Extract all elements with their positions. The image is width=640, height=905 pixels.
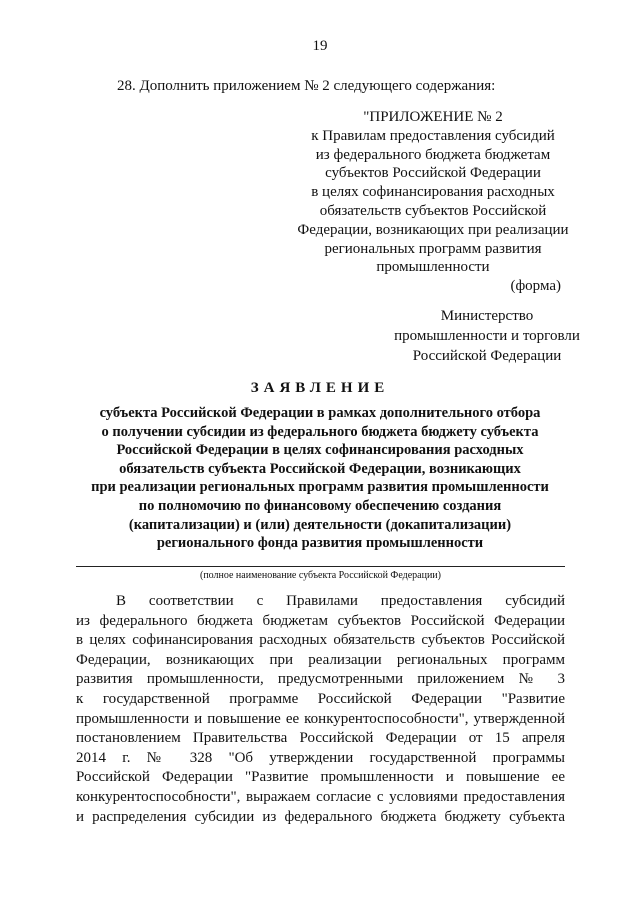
appendix-line: субъектов Российской Федерации bbox=[325, 165, 541, 182]
body-line: развития промышленности, предусмотренными приложением № 3 bbox=[76, 671, 565, 688]
appendix-line: Федерации, возникающих при реализации bbox=[297, 221, 569, 238]
appendix-line: в целях софинансирования расходных bbox=[311, 184, 555, 201]
appendix-line: из федерального бюджета бюджетам bbox=[315, 146, 551, 163]
addressee-line: промышленности и торговли bbox=[394, 328, 580, 344]
body-line: В соответствии с Правилами предоставления субсидий bbox=[116, 593, 565, 609]
subject-name-caption: (полное наименование субъекта Российской Федерации) bbox=[199, 570, 441, 581]
document-subtitle bbox=[60, 404, 580, 553]
page-number: 19 bbox=[312, 38, 328, 54]
subtitle-line: субъекта Российской Федерации в рамках дополнительного отбора bbox=[99, 405, 541, 421]
body-line: к государственной программе Российской Федерации "Развитие bbox=[76, 690, 565, 707]
body-line: из федерального бюджета бюджетам субъектов Российской Федерации bbox=[76, 612, 565, 629]
appendix-header bbox=[283, 108, 583, 277]
body-line: 2014 г. № 328 "Об утверждении государственной программы bbox=[76, 749, 565, 766]
appendix-line: к Правилам предоставления субсидий bbox=[311, 127, 555, 144]
body-line: Российской Федерации "Развитие промышленности и повышение ее bbox=[76, 769, 565, 786]
appendix-line: региональных программ развития bbox=[324, 240, 542, 257]
body-paragraph bbox=[76, 592, 565, 827]
subtitle-line: обязательств субъекта Российской Федерации, возникающих bbox=[119, 460, 521, 477]
subtitle-line: при реализации региональных программ развития промышленности bbox=[91, 479, 549, 496]
body-line: и распределения субсидии из федерального бюджета бюджету субъекта bbox=[76, 808, 565, 825]
addressee-line: Российской Федерации bbox=[412, 348, 562, 364]
amendment-intro: 28. Дополнить приложением № 2 следующего содержания: bbox=[117, 78, 496, 94]
appendix-line: "ПРИЛОЖЕНИЕ № 2 bbox=[363, 109, 503, 125]
subtitle-line: по полномочию по финансовому обеспечению создания bbox=[138, 497, 502, 514]
form-label: (форма) bbox=[510, 278, 561, 294]
body-line: конкурентоспособности", выражаем согласие с условиями предоставления bbox=[76, 788, 565, 805]
subtitle-line: о получении субсидии из федерального бюджета бюджету субъекта bbox=[101, 423, 539, 440]
subtitle-line: Российской Федерации в целях софинансирования расходных bbox=[116, 442, 524, 459]
subject-name-blank-line bbox=[76, 566, 565, 567]
body-line: постановлением Правительства Российской Федерации от 15 апреля bbox=[76, 730, 565, 747]
addressee-line: Министерство bbox=[440, 308, 534, 324]
body-line: промышленности и повышение ее конкурентоспособности", утвержденной bbox=[76, 710, 565, 727]
addressee-block bbox=[357, 306, 617, 366]
document-title: ЗАЯВЛЕНИЕ bbox=[250, 380, 390, 396]
body-line: в целях софинансирования расходных обязательств субъектов Российской bbox=[76, 632, 565, 649]
subtitle-line: регионального фонда развития промышленности bbox=[156, 535, 484, 552]
subtitle-line: (капитализации) и (или) деятельности (докапитализации) bbox=[128, 516, 512, 533]
body-line: Федерации, возникающих при реализации региональных программ bbox=[76, 651, 565, 668]
appendix-line: промышленности bbox=[376, 259, 490, 276]
appendix-line: обязательств субъектов Российской bbox=[319, 202, 547, 219]
